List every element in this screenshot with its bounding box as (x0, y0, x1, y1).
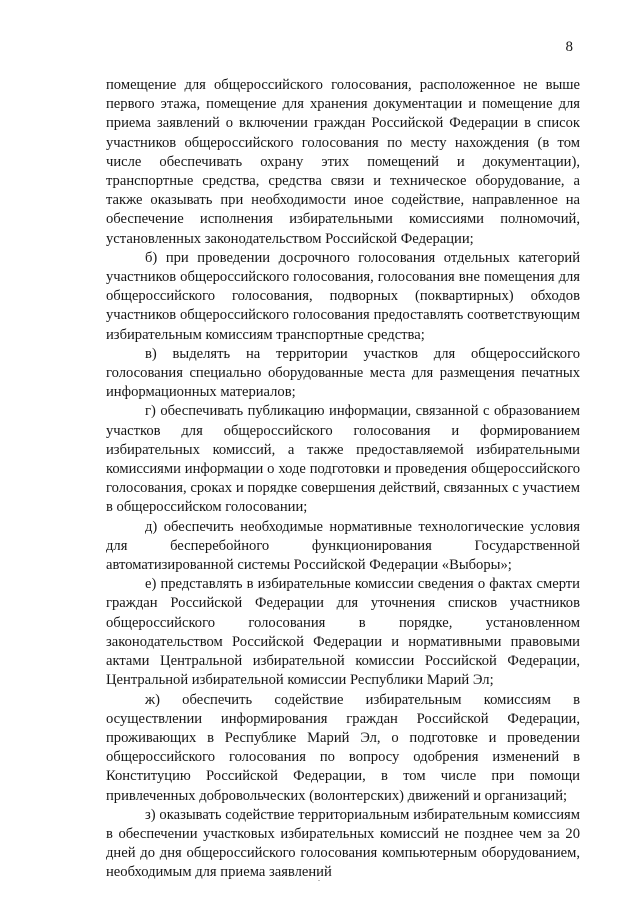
paragraph-continuation: помещение для общероссийского голосования, расположенное не выше первого этажа, помещение для хранения документации и помещение для приема заявлений о включении граждан Российской Федерации в список участников общероссийского голосования по месту нахождения (в том числе обеспечивать охрану этих помещений и документации), транспортные средства, средства связи и техническое оборудование, а также оказывать при необходимости иное содействие, направленное на обеспечение исполнения избирательными комиссиями полномочий, установленных законодательством Российской Федерации; (106, 77, 580, 247)
paragraph-item-v: в) выделять на территории участков для общероссийского голосования специально оборудованные места для размещения печатных информационных материалов; (106, 345, 580, 401)
page-number: 8 (565, 39, 573, 55)
paragraph-item-g: г) обеспечивать публикацию информации, связанной с образованием участков для общероссийского голосования и формированием избирательных комиссий, а также предоставляемой избирательными комиссиями информации о ходе подготовки и проведения общероссийского голосования, сроках и порядке совершения действий, связанных с участием в общероссийском голосовании; (106, 403, 580, 516)
paragraph-item-z: з) оказывать содействие территориальным избирательным комиссиям в обеспечении участковых избирательных комиссий не позднее чем за 20 дней до дня общероссийского голосования компьютерным оборудованием, необходимым для приема заявлений (106, 806, 580, 881)
paragraph-item-e: е) представлять в избирательные комиссии сведения о фактах смерти граждан Российской Федерации для уточнения списков участников общероссийского голосования в порядке, установленном законодательством Российской Федерации и нормативными правовыми актами Центральной избирательной комиссии Российской Федерации, Центральной избирательной комиссии Республики Марий Эл; (106, 576, 580, 689)
paragraph-item-b: б) при проведении досрочного голосования отдельных категорий участников общероссийского голосования, голосования вне помещения для общероссийского голосования, подворных (поквартирных) обходов участников общероссийского голосования предоставлять соответствующим избирательным комиссиям транспортные средства; (106, 249, 580, 343)
scan-speck (318, 880, 320, 881)
paragraph-item-zh: ж) обеспечить содействие избирательным комиссиям в осуществлении информирования граждан Российской Федерации, проживающих в Республике Марий Эл, о подготовке и проведении общероссийского голосования по вопросу одобрения изменений в Конституцию Российской Федерации, в том числе при помощи привлеченных добровольческих (волонтерских) движений и организаций; (106, 691, 580, 804)
document-body (106, 76, 580, 883)
paragraph-item-d: д) обеспечить необходимые нормативные технологические условия для бесперебойного функционирования Государственной автоматизированной системы Российской Федерации «Выборы»; (106, 518, 580, 574)
